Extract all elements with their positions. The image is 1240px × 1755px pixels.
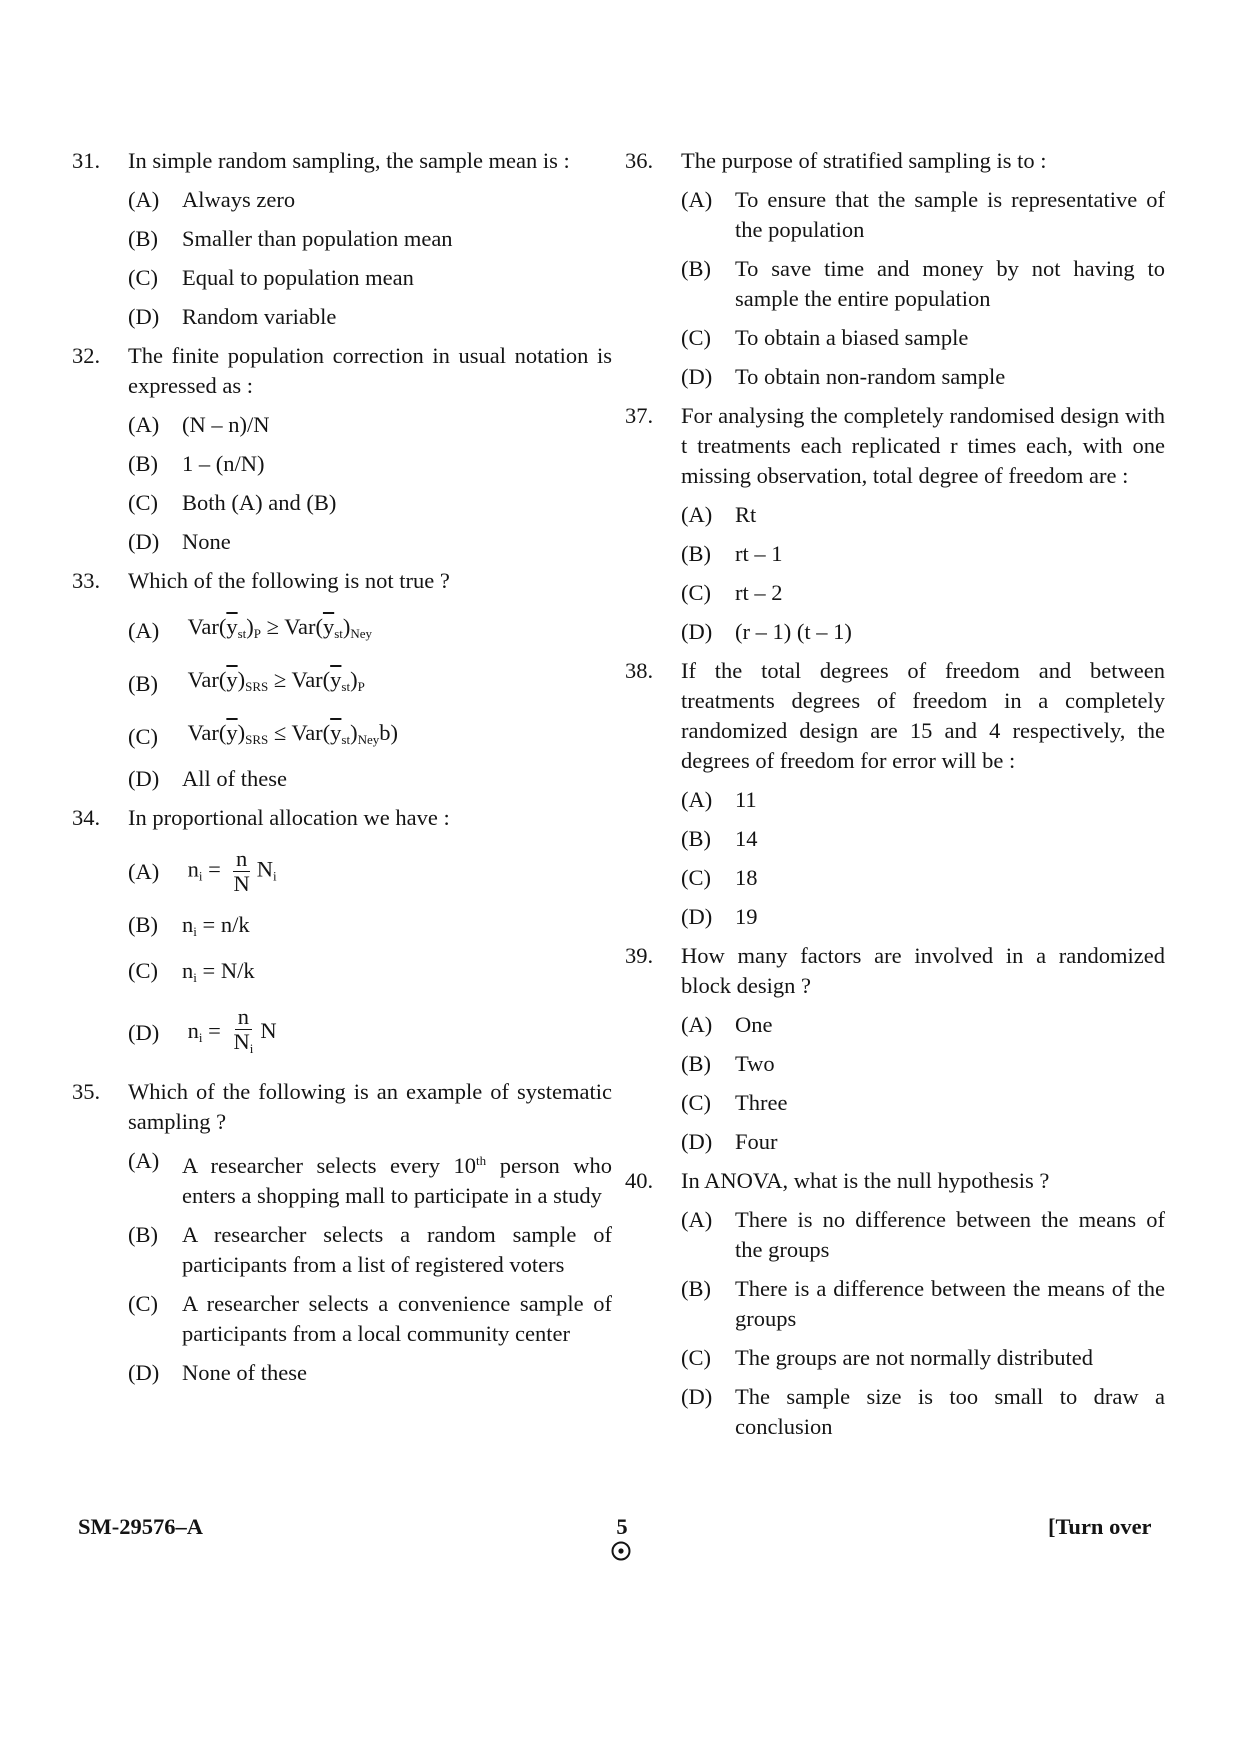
option-b bbox=[128, 1220, 612, 1280]
option-label: (A) bbox=[128, 187, 160, 212]
option-a bbox=[681, 1010, 1165, 1040]
option-label: (A) bbox=[128, 617, 160, 643]
option-text: 19 bbox=[735, 904, 758, 929]
option-label: (B) bbox=[128, 1222, 158, 1247]
option-d bbox=[681, 617, 1165, 647]
ordinal-suffix: th bbox=[476, 1153, 487, 1168]
option-text: The sample size is too small to draw a conclusion bbox=[735, 1384, 1165, 1439]
option-text: There is no difference between the means of the groups bbox=[735, 1207, 1165, 1262]
question-text: For analysing the completely randomised design with t treatments each replicated r times each, with one missing observation, total degree of freedom are : bbox=[681, 403, 1165, 488]
option-label: (A) bbox=[681, 502, 713, 527]
question-text: The purpose of stratified sampling is to : bbox=[681, 148, 1047, 173]
question-32 bbox=[72, 341, 612, 557]
question-number: 40. bbox=[625, 1168, 654, 1193]
option-label: (B) bbox=[681, 256, 711, 281]
option-b bbox=[681, 539, 1165, 569]
option-label: (D) bbox=[681, 619, 713, 644]
option-label: (D) bbox=[128, 766, 160, 791]
option-label: (C) bbox=[681, 325, 711, 350]
option-label: (D) bbox=[681, 1384, 713, 1409]
option-label: (C) bbox=[128, 1291, 158, 1316]
option-label: (C) bbox=[128, 958, 158, 983]
option-label: (B) bbox=[681, 1051, 711, 1076]
option-label: (C) bbox=[128, 723, 158, 749]
page-number: 5 bbox=[616, 1514, 628, 1539]
option-d bbox=[681, 1127, 1165, 1157]
option-label: (C) bbox=[681, 865, 711, 890]
option-label: (B) bbox=[681, 826, 711, 851]
option-label: (A) bbox=[681, 187, 713, 212]
paper-code: SM-29576–A bbox=[78, 1514, 203, 1539]
option-text: A researcher selects a random sample of participants from a list of registered voters bbox=[182, 1222, 612, 1277]
option-text: Smaller than population mean bbox=[182, 226, 453, 251]
option-text: To ensure that the sample is representative of the population bbox=[735, 187, 1165, 242]
option-b bbox=[681, 1049, 1165, 1079]
option-a bbox=[681, 1205, 1165, 1265]
question-37 bbox=[625, 401, 1165, 647]
question-number: 33. bbox=[72, 568, 101, 593]
question-36 bbox=[625, 146, 1165, 392]
option-c bbox=[128, 263, 612, 293]
question-text: The finite population correction in usual notation is expressed as : bbox=[128, 343, 612, 398]
option-formula: $Var(\overline{y})_{SRS} \ge Var(\overline{y}_{st})_P$ bbox=[182, 667, 365, 694]
right-column bbox=[625, 146, 1165, 1442]
option-a bbox=[681, 185, 1165, 245]
option-label: (A) bbox=[128, 412, 160, 437]
option-formula: $n_i = n/k$ bbox=[182, 912, 250, 939]
option-c bbox=[128, 1289, 612, 1349]
option-text: Random variable bbox=[182, 304, 337, 329]
question-34 bbox=[72, 803, 612, 1061]
option-c bbox=[128, 956, 612, 993]
option-text: rt – 2 bbox=[735, 580, 783, 605]
option-d bbox=[681, 1382, 1165, 1442]
question-number: 36. bbox=[625, 148, 654, 173]
question-text: Which of the following is not true ? bbox=[128, 568, 450, 593]
option-text: 18 bbox=[735, 865, 758, 890]
option-a bbox=[128, 410, 612, 440]
option-label: (B) bbox=[681, 541, 711, 566]
question-40 bbox=[625, 1166, 1165, 1442]
option-label: (C) bbox=[681, 1090, 711, 1115]
option-text: One bbox=[735, 1012, 773, 1037]
option-formula: $n_i = N/k$ bbox=[182, 958, 255, 985]
option-a bbox=[128, 185, 612, 215]
question-text: If the total degrees of freedom and between treatments degrees of freedom in a completely randomized design are 15 and 4 respectively, the degrees of freedom for error will be : bbox=[681, 658, 1165, 773]
question-31 bbox=[72, 146, 612, 332]
option-text: Two bbox=[735, 1051, 775, 1076]
option-text: To obtain non-random sample bbox=[735, 364, 1006, 389]
option-label: (B) bbox=[128, 670, 158, 696]
option-text: Both (A) and (B) bbox=[182, 490, 337, 515]
option-label: (D) bbox=[128, 304, 160, 329]
option-label: (D) bbox=[681, 1129, 713, 1154]
option-label: (B) bbox=[681, 1276, 711, 1301]
option-text: A researcher selects a convenience sample of participants from a local community center bbox=[182, 1291, 612, 1346]
option-text: The groups are not normally distributed bbox=[735, 1345, 1094, 1370]
option-text: All of these bbox=[182, 766, 287, 791]
option-a bbox=[128, 847, 612, 896]
option-text: 11 bbox=[735, 787, 757, 812]
question-text: Which of the following is an example of systematic sampling ? bbox=[128, 1079, 612, 1134]
option-label: (A) bbox=[128, 858, 160, 884]
option-formula: $Var(\overline{y})_{SRS} \le Var(\overline{y}_{st})_{Ney}b$) bbox=[182, 720, 399, 747]
option-label: (A) bbox=[681, 1012, 713, 1037]
option-formula: $Var(\overline{y}_{st})_P \ge Var(\overline{y}_{st})_{Ney}$ bbox=[182, 614, 373, 641]
option-c bbox=[681, 863, 1165, 893]
option-text: Rt bbox=[735, 502, 757, 527]
option-label: (D) bbox=[128, 529, 160, 554]
question-38 bbox=[625, 656, 1165, 932]
option-text: (N – n)/N bbox=[182, 412, 270, 437]
option-label: (D) bbox=[128, 1020, 160, 1045]
option-b bbox=[681, 254, 1165, 314]
option-label: (C) bbox=[128, 490, 158, 515]
question-number: 39. bbox=[625, 943, 654, 968]
option-text: To obtain a biased sample bbox=[735, 325, 969, 350]
question-text: In ANOVA, what is the null hypothesis ? bbox=[681, 1168, 1050, 1193]
option-c bbox=[128, 718, 612, 755]
option-text: None of these bbox=[182, 1360, 307, 1385]
option-label: (B) bbox=[128, 226, 158, 251]
option-label: (D) bbox=[681, 364, 713, 389]
option-d bbox=[128, 527, 612, 557]
option-label: (A) bbox=[128, 1148, 160, 1173]
question-number: 34. bbox=[72, 805, 101, 830]
fraction: $\frac{n}{N}$ bbox=[233, 846, 250, 896]
option-text: There is a difference between the means of the groups bbox=[735, 1276, 1165, 1331]
option-d bbox=[681, 362, 1165, 392]
option-label: (B) bbox=[128, 451, 158, 476]
option-formula: $n_i$ = $\frac{n}{N}$ $N_i$ bbox=[182, 846, 277, 896]
option-label: (D) bbox=[681, 904, 713, 929]
question-number: 32. bbox=[72, 343, 101, 368]
option-label: (D) bbox=[128, 1360, 160, 1385]
option-text-part: person who enters a shopping mall to participate in a study bbox=[182, 1153, 612, 1208]
question-text: How many factors are involved in a randomized block design ? bbox=[681, 943, 1165, 998]
question-39 bbox=[625, 941, 1165, 1157]
option-d bbox=[128, 1005, 612, 1061]
option-b bbox=[128, 449, 612, 479]
question-33 bbox=[72, 566, 612, 794]
option-text-part: A researcher selects every 10 bbox=[182, 1153, 477, 1178]
option-formula: $n_i$ = $\frac{n}{N_i}$ N bbox=[182, 1005, 612, 1061]
turn-over-note: [Turn over bbox=[1048, 1514, 1152, 1539]
option-label: (B) bbox=[128, 912, 158, 937]
option-label: (A) bbox=[681, 1207, 713, 1232]
option-text: Equal to population mean bbox=[182, 265, 414, 290]
option-a bbox=[681, 500, 1165, 530]
option-text bbox=[182, 1146, 612, 1211]
option-text: To save time and money by not having to sample the entire population bbox=[735, 256, 1165, 311]
option-d bbox=[128, 302, 612, 332]
option-text: Three bbox=[735, 1090, 788, 1115]
option-label: (C) bbox=[128, 265, 158, 290]
question-number: 38. bbox=[625, 658, 654, 683]
question-number: 31. bbox=[72, 148, 101, 173]
option-b bbox=[681, 1274, 1165, 1334]
option-a bbox=[681, 785, 1165, 815]
question-number: 35. bbox=[72, 1079, 101, 1104]
option-text: 14 bbox=[735, 826, 758, 851]
option-b bbox=[128, 224, 612, 254]
circled-dot-icon bbox=[610, 1540, 632, 1562]
question-35 bbox=[72, 1077, 612, 1388]
option-text: Always zero bbox=[182, 187, 296, 212]
option-label: (C) bbox=[681, 580, 711, 605]
option-d bbox=[681, 902, 1165, 932]
option-b bbox=[681, 824, 1165, 854]
question-text: In simple random sampling, the sample mean is : bbox=[128, 148, 570, 173]
option-a bbox=[128, 612, 612, 649]
option-d bbox=[128, 1358, 612, 1388]
option-c bbox=[681, 1088, 1165, 1118]
fraction: $\frac{n}{N_i}$ bbox=[233, 1004, 254, 1056]
option-b bbox=[128, 910, 612, 947]
option-label: (C) bbox=[681, 1345, 711, 1370]
option-b bbox=[128, 665, 612, 702]
option-c bbox=[681, 323, 1165, 353]
left-column bbox=[72, 146, 612, 1388]
option-text: (r – 1) (t – 1) bbox=[735, 619, 852, 644]
option-a bbox=[128, 1146, 612, 1211]
option-d bbox=[128, 764, 612, 794]
option-text: 1 – (n/N) bbox=[182, 451, 265, 476]
option-c bbox=[681, 1343, 1165, 1373]
question-text: In proportional allocation we have : bbox=[128, 805, 450, 830]
option-label: (A) bbox=[681, 787, 713, 812]
option-text: None bbox=[182, 529, 231, 554]
option-c bbox=[128, 488, 612, 518]
question-number: 37. bbox=[625, 403, 654, 428]
option-text: Four bbox=[735, 1129, 778, 1154]
option-c bbox=[681, 578, 1165, 608]
option-text: rt – 1 bbox=[735, 541, 783, 566]
